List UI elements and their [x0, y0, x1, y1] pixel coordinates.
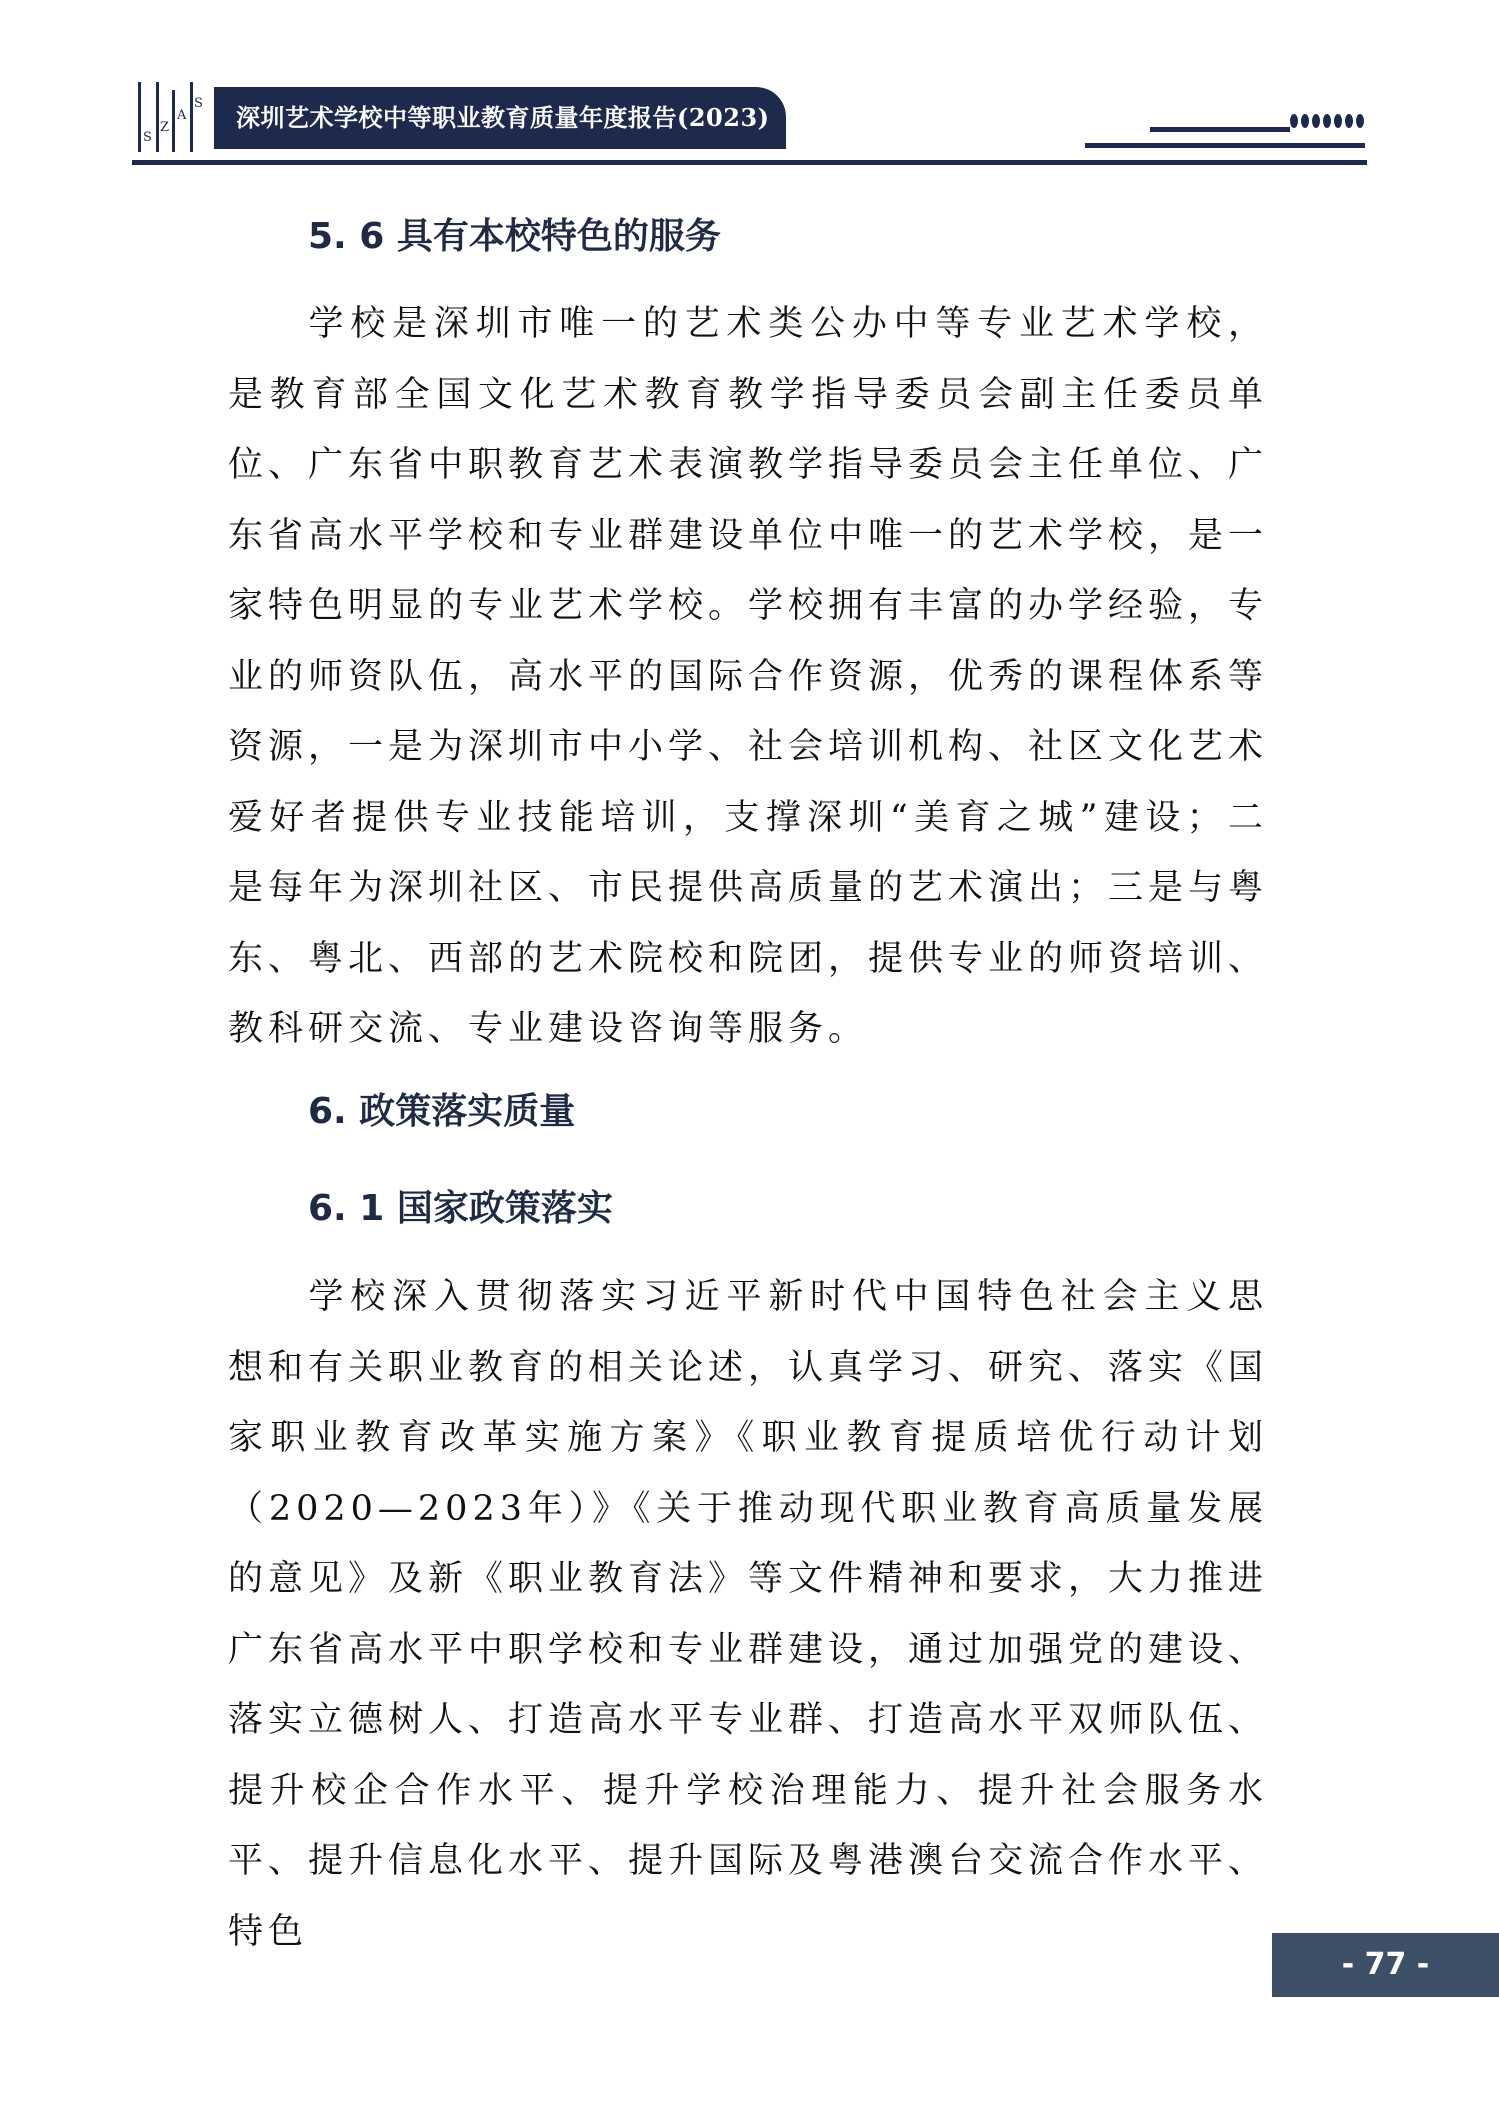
report-title: 深圳艺术学校中等职业教育质量年度报告(2023) — [214, 87, 786, 149]
section-heading-6: 6. 政策落实质量 — [308, 1091, 576, 1132]
logo-letter: S — [143, 130, 152, 145]
section-body-6-1: 学校深入贯彻落实习近平新时代中国特色社会主义思想和有关职业教育的相关论述，认真学习、研究、落实《国家职业教育改革实施方案》《职业教育提质培优行动计划（2020—2023年）》《关于推动现代职业教育高质量发展的意见》及新《职业教育法》等文件精神和要求，大力推进广东省高水平中职学校和专业群建设，通过加强党的建设、落实立德树人、打造高水平专业群、打造高水平双师队伍、提升校企合作水平、提升学校治理能力、提升社会服务水平、提升信息化水平、提升国际及粤港澳台交流合作水平、特色 — [228, 1277, 1269, 1952]
logo-letter: A — [177, 108, 187, 123]
section-heading-6-1: 6. 1 国家政策落实 — [308, 1188, 613, 1229]
logo-letter: S — [194, 96, 203, 111]
section-body-5-6: 学校是深圳市唯一的艺术类公办中等专业艺术学校，是教育部全国文化艺术教育教学指导委员会副主任委员单位、广东省中职教育艺术表演教学指导委员会主任单位、广东省高水平学校和专业群建设单位中唯一的艺术学校，是一家特色明显的专业艺术学校。学校拥有丰富的办学经验，专业的师资队伍，高水平的国际合作资源，优秀的课程体系等资源，一是为深圳市中小学、社会培训机构、社区文化艺术爱好者提供专业技能培训，支撑深圳“美育之城”建设；二是每年为深圳社区、市民提供高质量的艺术演出；三是与粤东、粤北、西部的艺术院校和院团，提供专业的师资培训、教科研交流、专业建设咨询等服务。 — [228, 304, 1269, 1049]
decorative-dots — [1290, 114, 1364, 128]
header-rule-short — [1150, 127, 1290, 132]
page-number: - 77 - — [1272, 1933, 1499, 1997]
section-heading-5-6: 5. 6 具有本校特色的服务 — [308, 216, 721, 257]
logo-letter: Z — [160, 120, 170, 135]
header-rule-accent — [1085, 143, 1365, 148]
header-rule — [132, 160, 1367, 165]
school-logo — [138, 82, 203, 152]
